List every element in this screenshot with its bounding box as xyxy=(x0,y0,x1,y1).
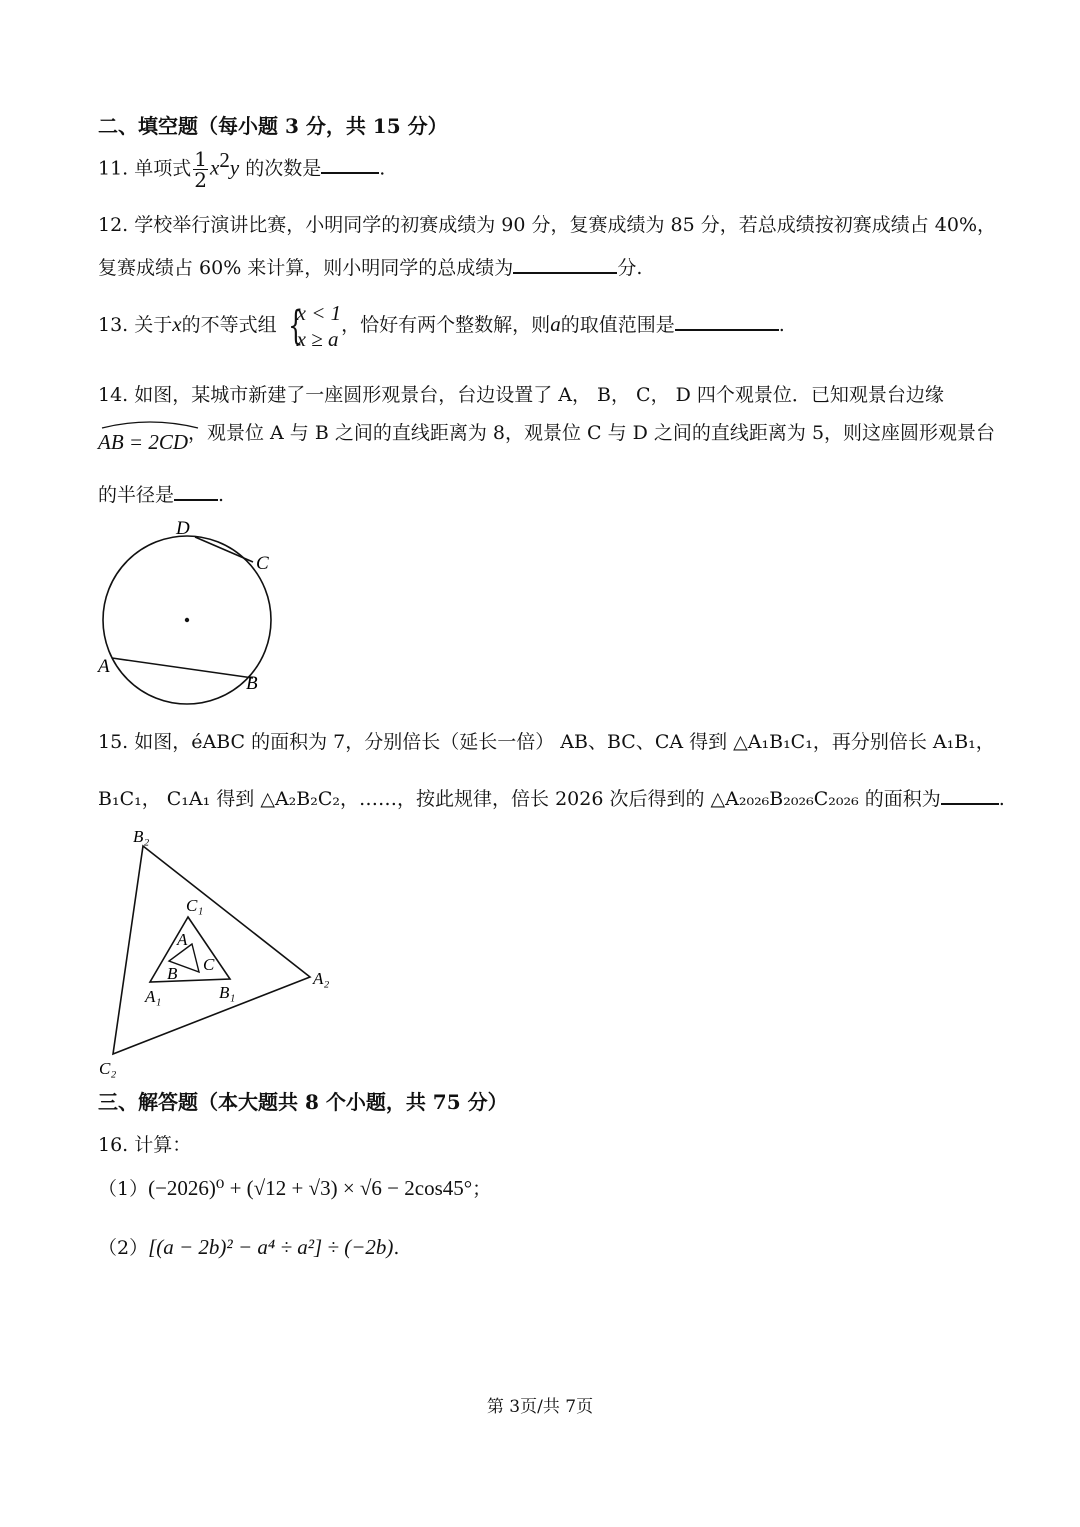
q14-end: . xyxy=(218,484,225,506)
q16-part-1-expression: (−2026)⁰ + (√12 + √3) × √6 − 2cos45° xyxy=(148,1176,473,1200)
q15-line-2-text: B₁C₁， C₁A₁ 得到 △A₂B₂C₂，……，按此规律，倍长 2026 次后得到的 △A₂₀₂₆B₂₀₂₆C₂₀₂₆ 的面积为 xyxy=(98,788,941,810)
q12-line-2-end: 分. xyxy=(617,257,643,279)
q13-text-before: 关于 xyxy=(134,314,173,336)
question-14-line-2 xyxy=(98,418,996,454)
question-13 xyxy=(98,300,785,352)
q11-fraction-denominator: 2 xyxy=(194,167,208,192)
q14-chord-dc xyxy=(195,537,253,562)
q11-exponent: 2 xyxy=(219,148,230,172)
q13-inequality-2: x ≥ a xyxy=(296,327,339,351)
q12-answer-blank[interactable] xyxy=(513,254,617,274)
question-16-part-2 xyxy=(98,1233,399,1260)
page-number-footer: 第 3页/共 7页 xyxy=(486,1397,594,1417)
q16-part-2-label: （2） xyxy=(98,1237,149,1259)
q15-label-c2: C₂ xyxy=(99,1059,117,1078)
q15-answer-blank[interactable] xyxy=(941,785,999,805)
q13-text-after: ，恰好有两个整数解，则 xyxy=(341,314,551,336)
q13-var-a: a xyxy=(550,312,561,336)
question-15-line-2 xyxy=(98,784,1005,811)
q11-text-before: 单项式 xyxy=(134,157,192,180)
q11-var-x: x xyxy=(210,155,220,180)
q15-triangle-a2b2c2 xyxy=(113,846,310,1054)
q13-inequality-system xyxy=(283,300,342,352)
q12-line-2-text: 复赛成绩占 60% 来计算，则小明同学的总成绩为 xyxy=(98,257,514,279)
q16-part-2-expression: [(a − 2b)² − a⁴ ÷ a²] ÷ (−2b) xyxy=(148,1235,394,1259)
q14-line-2-text: ，观景位 A 与 B 之间的直线距离为 8，观景位 C 与 D 之间的直线距离为 5，则这座圆形观景台 xyxy=(188,422,996,444)
question-11 xyxy=(98,148,385,190)
q11-number: 11. xyxy=(98,157,129,180)
q11-fraction-numerator: 1 xyxy=(194,146,208,171)
q15-label-a: A xyxy=(177,930,188,949)
q14-answer-blank[interactable] xyxy=(174,481,218,501)
question-12-line-2 xyxy=(98,253,642,280)
question-14-line-3 xyxy=(98,480,224,507)
q14-label-d: D xyxy=(176,518,190,539)
q15-label-b2: B₂ xyxy=(133,827,150,846)
q11-text-after: 的次数是 xyxy=(245,157,322,180)
q14-arc-mark xyxy=(100,416,200,430)
q11-end: . xyxy=(379,157,386,180)
q16-part-2-end: . xyxy=(393,1237,400,1259)
section-3-title: 三、解答题（本大题共 8 个小题，共 75 分） xyxy=(98,1090,508,1114)
q15-label-c: C xyxy=(203,955,215,974)
q15-label-a1: A₁ xyxy=(145,987,162,1006)
q13-end: . xyxy=(778,314,785,336)
q13-var-x: x xyxy=(172,312,182,336)
q13-answer-blank[interactable] xyxy=(675,311,779,331)
q13-brace: { xyxy=(287,303,304,349)
question-16-title: 16. 计算： xyxy=(98,1134,192,1156)
q14-center-dot xyxy=(185,618,189,622)
question-12-line-1: 12. 学校举行演讲比赛，小明同学的初赛成绩为 90 分，复赛成绩为 85 分，若总成绩按初赛成绩占 40%， xyxy=(98,214,997,236)
q16-part-1-label: （1） xyxy=(98,1178,149,1200)
q15-label-a2: A₂ xyxy=(313,969,330,988)
question-16-part-1 xyxy=(98,1174,491,1201)
q14-chord-ab xyxy=(112,658,253,678)
q15-label-c1: C₁ xyxy=(186,896,204,915)
question-14-line-1: 14. 如图，某城市新建了一座圆形观景台，台边设置了 A， B， C， D 四个观景位．已知观景台边缘 xyxy=(98,384,944,406)
q16-part-1-end: ； xyxy=(472,1178,492,1200)
q11-var-y: y xyxy=(229,155,240,180)
q11-fraction xyxy=(193,146,208,192)
q15-label-b: B xyxy=(167,964,178,983)
q13-inequality-1: x < 1 xyxy=(296,301,342,325)
q14-label-c: C xyxy=(256,553,269,574)
q13-text-end: 的取值范围是 xyxy=(560,314,675,336)
q14-arc-eq-text: AB = 2CD xyxy=(98,430,188,454)
q14-arc-equation xyxy=(98,420,188,454)
q14-circle-figure xyxy=(90,512,290,712)
q15-triangle-figure xyxy=(95,822,345,1080)
section-2-title: 二、填空题（每小题 3 分，共 15 分） xyxy=(98,114,448,138)
q15-triangle-a1b1c1 xyxy=(150,917,230,982)
q14-label-b: B xyxy=(246,673,258,694)
q14-label-a: A xyxy=(98,656,110,677)
question-15-line-1: 15. 如图，éABC 的面积为 7，分别倍长（延长一倍） AB、BC、CA 得到 △A₁B₁C₁，再分别倍长 A₁B₁， xyxy=(98,731,995,753)
q13-number: 13. xyxy=(98,314,129,336)
q15-label-b1: B₁ xyxy=(219,983,236,1002)
q14-line-3-text: 的半径是 xyxy=(98,484,175,506)
q13-text-mid: 的不等式组 xyxy=(181,314,277,336)
q15-end: . xyxy=(998,788,1005,810)
q11-answer-blank[interactable] xyxy=(321,154,379,174)
